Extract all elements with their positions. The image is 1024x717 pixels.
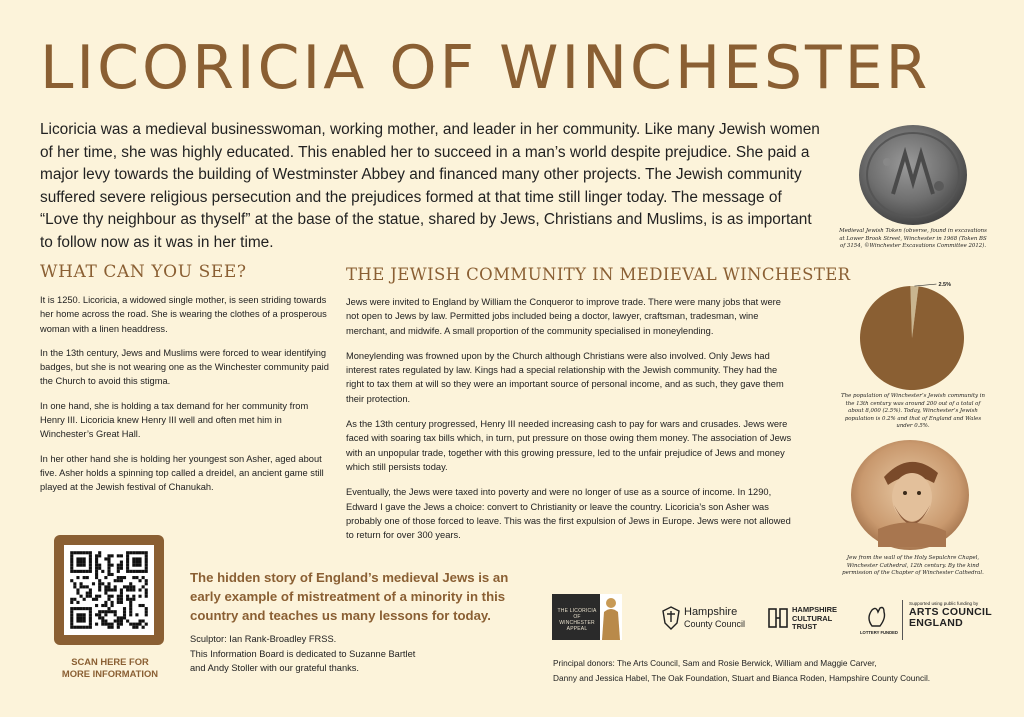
sponsor-logos: [552, 592, 992, 644]
see-paragraph-3: In one hand, she is holding a tax demand for her community from Henry III. Licoricia knew Henry III well and often met him in Winchester’s Great Hall.: [40, 400, 309, 440]
medieval-jewish-token-image: [857, 124, 969, 226]
hampshire-logo-line-1: Hampshire: [684, 606, 738, 618]
lottery-funded-text: LOTTERY FUNDED: [860, 630, 898, 635]
credits: [190, 632, 490, 676]
hct-line-2: CULTURAL: [792, 613, 833, 623]
community-paragraph-4: Eventually, the Jews were taxed into poverty and were no longer of use as a source of income. In 1290, Edward I gave the Jews a choice: convert to Christianity or leave the country. Licoricia’s son Asher was probably one of those forced to leave. This was the first expulsion of Jews in Europe. Jews were not allowed to return for over 300 years.: [346, 487, 791, 541]
donors-line-1: Principal donors: The Arts Council, Sam and Rosie Berwick, William and Maggie Carver,: [553, 658, 877, 668]
page-title: LICORICIA OF WINCHESTER: [40, 33, 931, 103]
pie-data-label: 2.5%: [938, 282, 951, 289]
token-caption: Medieval Jewish Token (obverse, found in excavations at Lower Brook Street, Winchester in 1968 (Token BS of 3154, ©Winchester Excavations Committee 2012).: [839, 228, 987, 250]
population-pie-chart: [842, 276, 990, 392]
cultural-trust-icon: [768, 606, 788, 630]
qr-code[interactable]: [64, 545, 154, 635]
community-paragraph-1: Jews were invited to England by William the Conqueror to improve trade. There were many jobs that were not open to Jews by law. Permitted jobs included being a doctor, lawyer, craftsman, tradesman, wine merchant, and midwife. A small proportion of the community specialised in moneylending.: [346, 297, 781, 336]
community-paragraph-2: Moneylending was frowned upon by the Church although Christians were also involved. Only Jews had interest rates regulated by law. Kings had a special relationship with the Jewish community. They had the right to tax them at will so they were an important source of personal income, and as such, they gave them their protection.: [346, 350, 784, 404]
cultural-trust-text: [792, 606, 837, 632]
principal-donors: [553, 656, 983, 686]
statue-figure-icon: [600, 594, 622, 640]
hampshire-logo-line-2: County Council: [684, 619, 746, 629]
ace-line-2: ENGLAND: [909, 617, 964, 629]
see-paragraph-2: In the 13th century, Jews and Muslims were forced to wear identifying badges, but she is not wearing one as the Winchester community paid the Church to avoid this stigma.: [40, 347, 329, 387]
jewish-community-section: [346, 295, 796, 553]
jewish-community-heading: THE JEWISH COMMUNITY IN MEDIEVAL WINCHESTER: [346, 265, 851, 284]
donors-line-2: Danny and Jessica Habel, The Oak Foundation, Stuart and Bianca Roden, Hampshire County Council.: [553, 673, 931, 683]
appeal-logo-text: THE LICORICIA OF WINCHESTER APPEAL: [557, 608, 597, 632]
see-paragraph-4: In her other hand she is holding her youngest son Asher, aged about five. Asher holds a spinning top called a dreidel, an ancient game still played at the Jewish festival of Chanukah.: [40, 453, 324, 493]
hct-line-1: HAMPSHIRE: [792, 605, 838, 614]
licoricia-appeal-logo: [552, 594, 622, 640]
population-caption: The population of Winchester’s Jewish community in the 13th century was around 200 out of a total of about 8,000 (2.5%). Today, Winchester’s Jewish population is 0.2% and that of England and Wales under 0.5%.: [841, 393, 985, 430]
community-paragraph-3: As the 13th century progressed, Henry III needed increasing cash to pay for wars and crusades. Jews were faced with soaring tax bills which, in turn, put pressure on those owing them money. The association of Jews with an unpopular trade, together with this growing pressure, led to the unfair prejudice of Jews and money which still persists today.: [346, 419, 792, 472]
ace-supported-text: Supported using public funding by: [909, 601, 979, 606]
hampshire-county-council-logo: [662, 606, 752, 636]
cathedral-wall-painting-image: [850, 439, 970, 551]
pie-leader-line: [914, 284, 936, 286]
portrait-caption: Jew from the wall of the Holy Sepulchre Chapel, Winchester Cathedral, 12th century. By the kind permission of the Chapter of Winchester Cathedral.: [842, 555, 984, 577]
lottery-crossed-fingers-icon: [862, 606, 892, 628]
what-can-you-see-section: [40, 293, 330, 505]
sculptor-credit: Sculptor: Ian Rank-Broadley FRSS.: [190, 634, 337, 644]
scan-label-line-2: MORE INFORMATION: [61, 668, 159, 679]
scan-label: [40, 656, 180, 680]
dedication-line-1: This Information Board is dedicated to Suzanne Bartlet: [190, 648, 416, 659]
lottery-funded-logo: [860, 606, 898, 638]
qr-code-frame[interactable]: [54, 535, 164, 645]
arts-council-england-logo: [902, 600, 999, 640]
what-can-you-see-heading: WHAT CAN YOU SEE?: [40, 262, 247, 282]
ace-line-1: ARTS COUNCIL: [909, 606, 992, 618]
dedication-line-2: and Andy Stoller with our grateful thanks.: [190, 663, 359, 673]
tagline: The hidden story of England’s medieval Jews is an early example of mistreatment of a minority in this country and teaches us many lessons for today.: [190, 570, 509, 623]
hampshire-crest-icon: [662, 606, 680, 630]
intro-paragraph: Licoricia was a medieval businesswoman, working mother, and leader in her community. Like many Jewish women of her time, she was highly educated. This enabled her to succeed in a man’s world despite prejudice. She paid a major levy towards the building of Westminster Abbey and financed many other projects. The Jewish community suffered severe religious persecution and the prejudices formed at that time still linger today. The message of “Love thy neighbour as thyself” at the base of the statue, shared by Jews, Christians and Muslims, is as important to follow now as it was in her time.: [40, 121, 820, 251]
hampshire-cultural-trust-logo: [768, 606, 848, 638]
see-paragraph-1: It is 1250. Licoricia, a widowed single mother, is seen striding towards her home across the road. She is wearing the clothes of a prosperous woman with a linen headdress.: [40, 295, 327, 334]
hct-line-3: TRUST: [792, 622, 817, 632]
scan-label-line-1: SCAN HERE FOR: [71, 656, 149, 667]
